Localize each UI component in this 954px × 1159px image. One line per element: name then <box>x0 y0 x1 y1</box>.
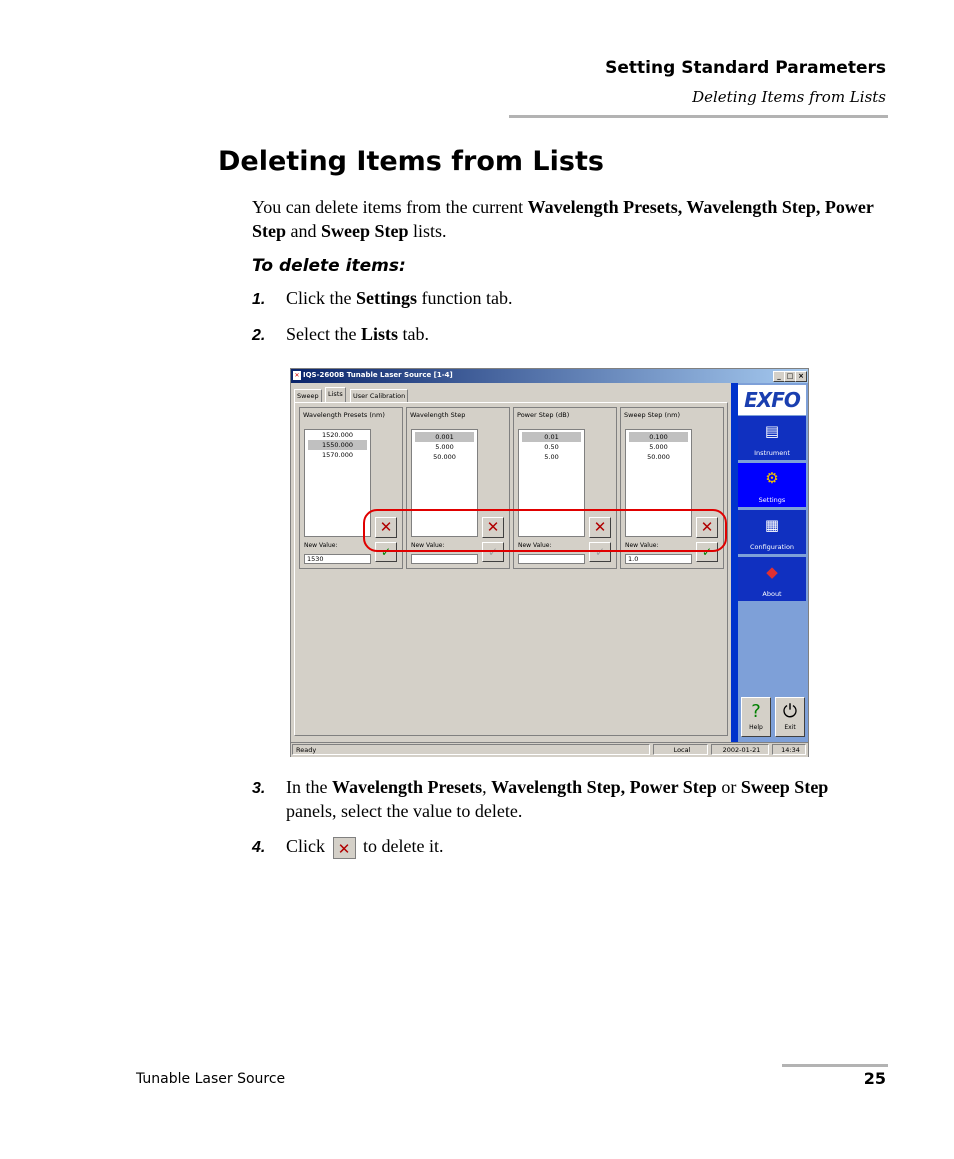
list-item-selected[interactable]: 0.100 <box>629 432 688 442</box>
exit-button[interactable] <box>775 697 805 737</box>
add-value-button[interactable]: ✓ <box>696 542 718 562</box>
list-item[interactable]: 5.000 <box>435 443 454 451</box>
list-item[interactable]: 1570.000 <box>321 451 353 459</box>
window-titlebar <box>291 369 808 383</box>
list-item-selected[interactable]: 0.001 <box>415 432 474 442</box>
sidebar-item-settings[interactable] <box>738 463 806 507</box>
intro-paragraph: You can delete items from the current Wavelength Presets, Wavelength Step, Power Step and Sweep Step lists. <box>252 197 874 241</box>
delete-button[interactable]: ✕ <box>589 517 611 538</box>
panel-title: Sweep Step (nm) <box>624 411 681 419</box>
settings-icon: ⚙ <box>765 469 779 487</box>
close-button[interactable]: × <box>795 371 807 382</box>
new-value-label: New Value: <box>625 542 659 549</box>
list-item-selected[interactable]: 0.01 <box>522 432 581 442</box>
panel-title: Power Step (dB) <box>517 411 570 419</box>
delete-buttons-highlight <box>363 509 727 552</box>
sidebar-item-configuration[interactable] <box>738 510 806 554</box>
status-bar <box>291 742 808 757</box>
new-value-label: New Value: <box>518 542 552 549</box>
step-2: 2. Select the Lists tab. <box>252 324 429 344</box>
add-value-button[interactable]: ✓ <box>375 542 397 562</box>
list-item[interactable]: 5.00 <box>544 453 559 461</box>
instrument-icon: ▤ <box>764 422 780 440</box>
new-value-input[interactable]: 1.0 <box>625 554 692 564</box>
lists-panel-area <box>294 402 728 736</box>
add-value-button[interactable]: ✓ <box>482 542 504 562</box>
status-time: 14:34 <box>772 744 806 755</box>
help-label: Help <box>749 724 763 731</box>
app-window-screenshot <box>290 368 809 757</box>
new-value-input[interactable]: 1530 <box>304 554 371 564</box>
new-value-label: New Value: <box>411 542 445 549</box>
step-3: 3. In the Wavelength Presets, Wavelength Step, Power Step or Sweep Step panels, select the value to delete. <box>252 777 829 821</box>
procedure-title: To delete items: <box>252 256 406 276</box>
tab-user-calibration[interactable]: User Calibration <box>350 389 408 402</box>
running-header-title: Setting Standard Parameters <box>605 58 886 78</box>
footer-product: Tunable Laser Source <box>136 1071 286 1087</box>
delete-button[interactable]: ✕ <box>482 517 504 538</box>
sidebar-item-label: Settings <box>758 496 786 504</box>
sidebar-item-label: About <box>762 590 782 598</box>
sidebar-item-instrument[interactable] <box>738 416 806 460</box>
step-4: 4. Click ✕ to delete it. <box>252 836 444 858</box>
sidebar-item-about[interactable] <box>738 557 806 601</box>
status-state: Ready <box>292 744 650 755</box>
help-button[interactable] <box>741 697 771 737</box>
list-item[interactable]: 0.50 <box>544 443 559 451</box>
new-value-input[interactable] <box>411 554 478 564</box>
footer-rule <box>782 1064 888 1067</box>
delete-button[interactable]: ✕ <box>696 517 718 538</box>
about-icon: ◆ <box>766 563 778 581</box>
help-icon: ? <box>751 701 761 722</box>
delete-icon: ✕ <box>333 837 356 859</box>
delete-button[interactable]: ✕ <box>375 517 397 538</box>
new-value-input[interactable] <box>518 554 585 564</box>
new-value-label: New Value: <box>304 542 338 549</box>
add-value-button[interactable]: ✓ <box>589 542 611 562</box>
power-icon: ⏻ <box>782 701 798 722</box>
exit-label: Exit <box>784 724 796 731</box>
exfo-logo: EXFO <box>738 385 806 415</box>
page-number: 25 <box>863 1069 886 1088</box>
list-item[interactable]: 5.000 <box>649 443 668 451</box>
page-title: Deleting Items from Lists <box>218 146 604 177</box>
tab-sweep[interactable]: Sweep <box>294 389 322 402</box>
sidebar-item-label: Configuration <box>749 543 795 551</box>
maximize-button[interactable]: □ <box>784 371 796 382</box>
list-item[interactable]: 50.000 <box>647 453 670 461</box>
list-item[interactable]: 50.000 <box>433 453 456 461</box>
running-header-subtitle: Deleting Items from Lists <box>692 88 886 106</box>
list-item[interactable]: 1520.000 <box>321 431 353 439</box>
header-rule <box>509 115 888 118</box>
step-1: 1. Click the Settings function tab. <box>252 288 513 308</box>
sidebar-item-label: Instrument <box>754 449 790 457</box>
status-mode: Local <box>653 744 708 755</box>
configuration-icon: ▦ <box>764 516 780 534</box>
list-item-selected[interactable]: 1550.000 <box>308 440 367 450</box>
panel-title: Wavelength Presets (nm) <box>303 411 385 419</box>
wavelength-presets-list[interactable] <box>304 429 371 537</box>
window-title: IQS-2600B Tunable Laser Source [1-4] <box>303 371 453 379</box>
panel-title: Wavelength Step <box>410 411 466 419</box>
minimize-button[interactable]: _ <box>773 371 785 382</box>
tab-lists[interactable]: Lists <box>325 387 346 402</box>
status-date: 2002-01-21 <box>711 744 769 755</box>
app-icon: ✕ <box>294 372 300 379</box>
